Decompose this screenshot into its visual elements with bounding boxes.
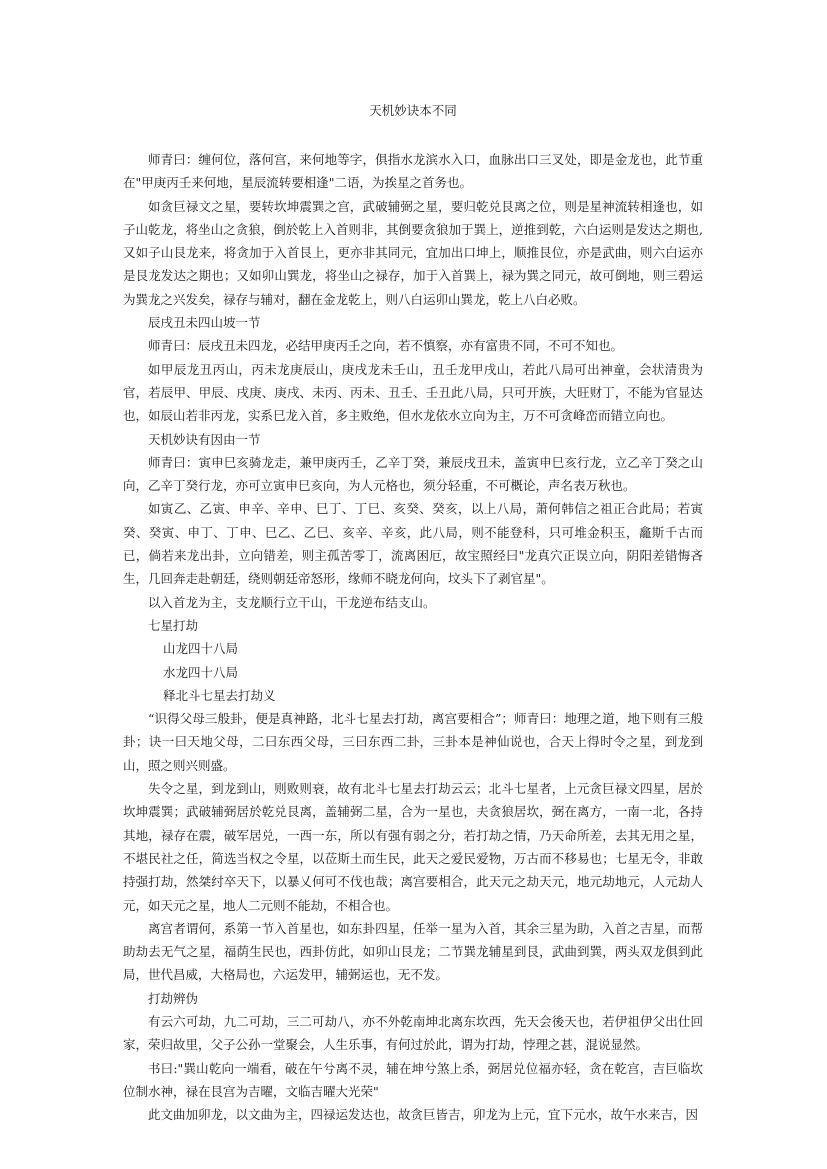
paragraph-body: 如贪巨禄文之星，要转坎坤震巽之宫，武破辅弼之星，要归乾兑艮离之位，则是星神流转相逢也，如子山乾龙，将坐山之贪狼，倒於乾上入首则非，其倒要贪狼加于巽上，逆推到乾，六白运则是发达之期也,又如子山艮龙来，将贪加于入首艮上，更亦非其同元，宜加出口坤上，顺推艮位，亦是武曲，则六白运亦是艮龙发达之期也；又如卯山巽龙，将坐山之禄存，加于入首巽上，禄为巽之同元，故可倒地，则三碧运为巽龙之兴发矣，禄存与辅对，翻在金龙乾上，则八白运卯山巽龙，乾上八白必败。 [123, 198, 703, 307]
paragraph-body: 书曰:"巽山乾向一端看，破在午兮离不灵，辅在坤兮煞上杀，弼居兑位福亦轻，贪在乾宫，吉巨临坎位制水神，禄在艮宫为吉曜，文临吉曜大光荣" [123, 1060, 703, 1099]
paragraph-body: 师青曰：辰戌丑未四龙，必结甲庚丙壬之向，若不慎察，亦有富贵不同，不可不知也。 [148, 338, 624, 354]
section-heading: 七星打劫 [148, 617, 199, 633]
section-heading: 辰戌丑未四山坡一节 [148, 315, 261, 331]
paragraph-body: 以入首龙为主，支龙顺行立干山，干龙逆布结支山。 [148, 594, 436, 610]
section-heading: 天机妙诀有因由一节 [148, 431, 261, 447]
paragraph-body: “识得父母三般卦，便是真神路，北斗七星去打劫，离宫要相合”；师青曰：地理之道，地下则有三般卦；诀一曰天地父母，二曰东西父母，三曰东西二卦，三卦本是神仙说也，合天上得时令之星，到龙到山，照之则兴则盛。 [123, 711, 703, 773]
section-heading: 打劫辨伪 [148, 990, 199, 1006]
paragraph-body: 师青曰：寅申巳亥骑龙走，兼甲庚丙壬，乙辛丁癸，兼辰戌丑未，盖寅申巳亥行龙，立乙辛丁癸之山向，乙辛丁癸行龙，亦可立寅申巳亥向，为人元格也，须分轻重，不可概论，声名表万秋也。 [123, 454, 703, 494]
paragraph-body: 如寅乙、乙寅、申辛、辛申、巳丁、丁巳、亥癸、癸亥，以上八局，萧何韩信之祖正合此局；若寅癸、癸寅、申丁、丁申、巳乙、乙巳、亥辛、辛亥，此八局，则不能登科，只可堆金积玉，龕斯千古而已，倘若来龙出卦，立向错差，则主孤苦零丁，流离困厄，故宝照经曰"龙真穴正误立向，阴阳差错悔吝生，几回奔走赴朝廷，绕则朝廷帝怒形，缘师不晓龙何向，坟头下了剥官星"。 [123, 501, 703, 587]
document-body [123, 148, 703, 1126]
paragraph-body: 如甲辰龙丑丙山，丙未龙庚辰山，庚戌龙未壬山，丑壬龙甲戌山，若此八局可出神童，会状清贵为官，若辰甲、甲辰、戌庚、庚戌、未丙、丙未、丑壬、壬丑此八局，只可开族，大旺财丁，不能为官显达也，如辰山若非丙龙，实系巳龙入首，多主败绝，但水龙依水立向为主，万不可贪峰峦而错立向也。 [123, 361, 703, 424]
paragraph-body: 师青曰：缠何位，落何宫，来何地等字，俱指水龙滨水入口，血脉出口三叉处，即是金龙也，此节重在"甲庚丙壬来何地，星辰流转要相逢"二语，为挨星之首务也。 [123, 152, 703, 191]
document-title: 天机妙诀本不同 [369, 103, 457, 118]
paragraph-body: 有云六可劫，九二可劫，三二可劫八，亦不外乾南坤北离东坎西，先天会後天也，若伊祖伊父出仕回家，荣归故里，父子公孙一堂聚会，人生乐事，有何过於此，谓为打劫，悖理之甚，混说显然。 [123, 1013, 703, 1053]
paragraph-body: 离宫者谓何，系第一节入首星也，如东卦四星，任举一星为入首，其余三星为助，入首之吉星，而帮助劫去无气之星，福荫生民也，西卦仿此，如卯山艮龙；二节巽龙辅星到艮，武曲到巽，两头双龙俱到此局，世代昌威，大格局也，六运发甲，辅弼运也，无不发。 [123, 920, 703, 983]
sub-heading: 水龙四十八局 [163, 664, 239, 680]
sub-heading: 山龙四十八局 [163, 641, 239, 657]
sub-heading: 释北斗七星去打劫义 [163, 687, 276, 703]
paragraph-body: 此文曲加卯龙，以文曲为主，四禄运发达也，故贪巨皆吉，卯龙为上元，宜下元水，故午水来吉，因 [148, 1107, 699, 1123]
paragraph-body: 失令之星，到龙到山，则败则衰，故有北斗七星去打劫云云；北斗七星者，上元贪巨禄文四星，居於坎坤震巽；武破辅弼居於乾兑艮离，盖辅弼二星，合为一星也，夫贪狼居坎，弼在离方，一南一北，各持其地，禄存在震，破军居兑，一西一东，所以有强有弱之分，若打劫之情，乃天命所差，去其无用之星，不堪民社之任，简选当权之令星，以莅斯土而生民，此天之爱民爱物，万古而不移易也；七星无令，非敢持强打劫，然桀纣卒天下，以暴乂何可不伐也哉；离宫要相合，此天元之劫天元，地元劫地元，人元劫人元，如天元之星，地人二元则不能劫，不相合也。 [123, 781, 703, 913]
